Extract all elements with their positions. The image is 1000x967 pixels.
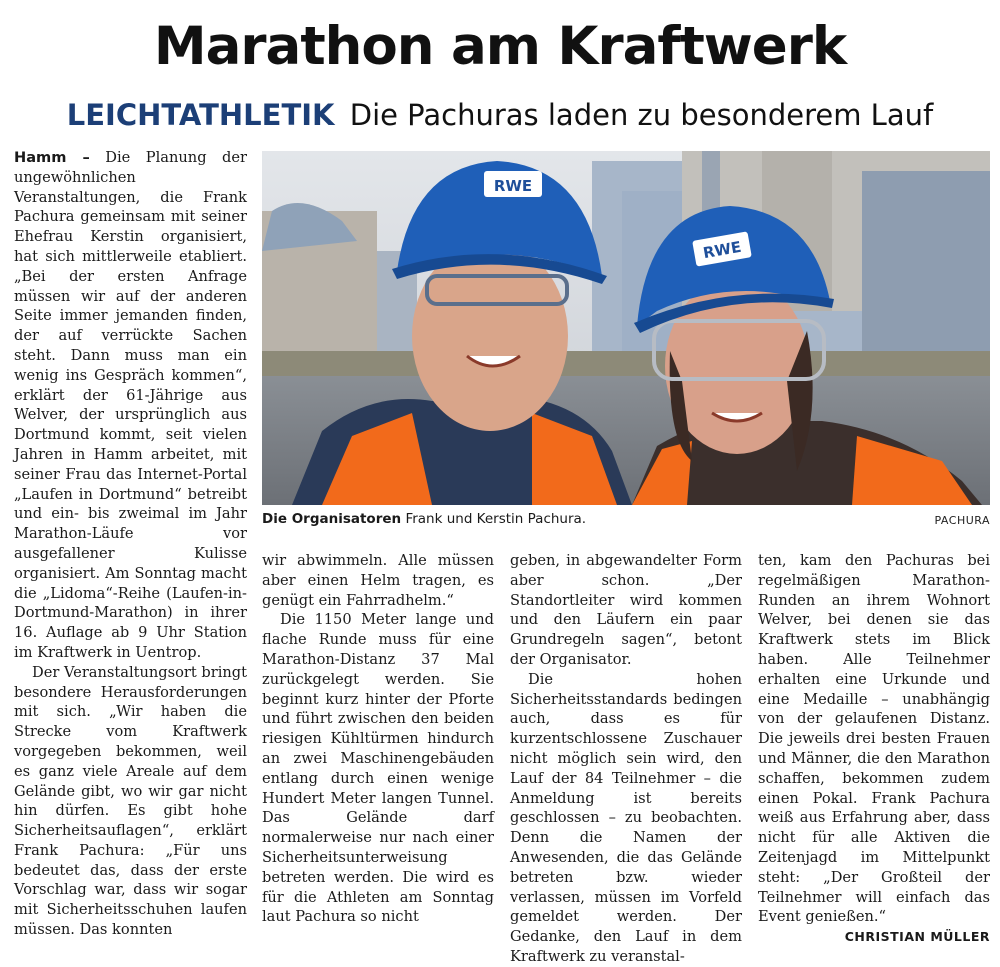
subheadline: Die Pachuras laden zu besonderem Lauf bbox=[349, 98, 934, 132]
section-kicker: LEICHTATHLETIK bbox=[66, 98, 335, 132]
photo-illustration bbox=[262, 151, 990, 505]
helmet-logo-left: RWE bbox=[493, 177, 533, 195]
helmet-logo-right: RWE bbox=[701, 237, 743, 263]
paragraph: wir abwimmeln. Alle müssen aber einen Helm tragen, es genügt ein Fahrradhelm.“ bbox=[262, 552, 494, 609]
paragraph-text: Die Planung der ungewöhnlichen Veranstaltungen, die Frank Pachura gemeinsam mit seiner Ehefrau Kerstin organisiert, hat sich mittlerweile etabliert. „Bei der ersten Anfrage müssen wir auf der anderen Seite immer jemanden finden, der auf verrückte Sachen steht. Dann muss man ein wenig ins Gespräch kommen“, erklärt der 61-Jährige aus Welver, der ursprünglich aus Dortmund kommt, seit vielen Jahren in Hamm arbeitet, mit seiner Frau das Internet-Portal „Laufen in Dortmund“ betreibt und ein- bis zweimal im Jahr Marathon-Läufe vor ausgefallener Kulisse organisiert. Am Sonntag macht die „Lidoma“-Reihe (Laufen-in-Dortmund-Marathon) in ihrer 16. Auflage ab 9 Uhr Station im Kraftwerk in Uentrop. bbox=[14, 149, 248, 661]
paragraph bbox=[14, 148, 247, 663]
paragraph: Der Veranstaltungsort bringt besondere Herausforderungen mit sich. „Wir haben die Strecke vom Kraftwerk vorgegeben bekommen, weil es ganz viele Areale auf dem Gelände gibt, wo wir gar nicht hin dürfen. Es gibt hohe Sicherheitsauflagen“, erklärt Frank Pachura: „Für uns bedeutet das, dass der erste Vorschlag war, dass wir sogar mit Sicherheitsschuhen laufen müssen. Das konnten bbox=[14, 663, 247, 939]
article-column-2 bbox=[262, 551, 494, 927]
caption-bold: Die Organisatoren bbox=[262, 511, 402, 527]
headline: Marathon am Kraftwerk bbox=[153, 16, 847, 77]
caption-text: Frank und Kerstin Pachura. bbox=[405, 511, 587, 527]
paragraph: Die hohen Sicherheitsstandards bedingen auch, dass es für kurzentschlossene Zuschauer nicht möglich sein wird, den Lauf der 84 Teilnehmer – die Anmeldung ist bereits geschlossen – zu beobachten. Denn die Namen der Anwesenden, die das Gelände betreten bzw. wieder verlassen, müssen im Vorfeld gemeldet werden. Der Gedanke, den Lauf in dem Kraftwerk zu veranstal- bbox=[510, 670, 742, 965]
subheadline-row bbox=[0, 95, 1000, 135]
article-column-1 bbox=[14, 148, 247, 940]
article-photo bbox=[262, 151, 990, 505]
article-column-4 bbox=[758, 551, 990, 947]
photo-caption bbox=[262, 510, 990, 528]
paragraph: geben, in abgewandelter Form aber schon. „Der Standortleiter wird kommen und den Läufern ein paar Grundregeln sagen“, betont der Organisator. bbox=[510, 552, 742, 668]
photo-credit: PACHURA bbox=[934, 514, 990, 527]
article-column-3 bbox=[510, 551, 742, 967]
dateline: Hamm – bbox=[14, 149, 90, 166]
paragraph-text: ten, kam den Pachuras bei regelmäßigen Marathon-Runden an ihrem Wohnort Welver, bei denen sie das Kraftwerk stets im Blick haben. Alle Teilnehmer erhalten eine Urkunde und eine Medaille – unabhängig von der gelaufenen Distanz. Die jeweils drei besten Frauen und Männer, die den Marathon schaffen, bekommen zudem einen Pokal. Frank Pachura weiß aus Erfahrung aber, dass nicht für alle Aktiven die Zeitenjagd im Mittelpunkt steht: „Der Großteil der Teilnehmer will einfach das Event genießen.“ bbox=[758, 552, 990, 926]
author-byline: CHRISTIAN MÜLLER bbox=[844, 929, 990, 945]
paragraph: Die 1150 Meter lange und flache Runde muss für eine Marathon-Distanz 37 Mal zurückgelegt werden. Sie beginnt kurz hinter der Pforte und führt zwischen den beiden riesigen Kühltürmen hindurch an zwei Maschinengebäuden entlang durch einen wenige Hundert Meter langen Tunnel. Das Gelände darf normalerweise nur nach einer Sicherheitsunterweisung betreten werden. Die wird es für die Athleten am Sonntag laut Pachura so nicht bbox=[262, 611, 494, 926]
paragraph bbox=[758, 551, 990, 945]
